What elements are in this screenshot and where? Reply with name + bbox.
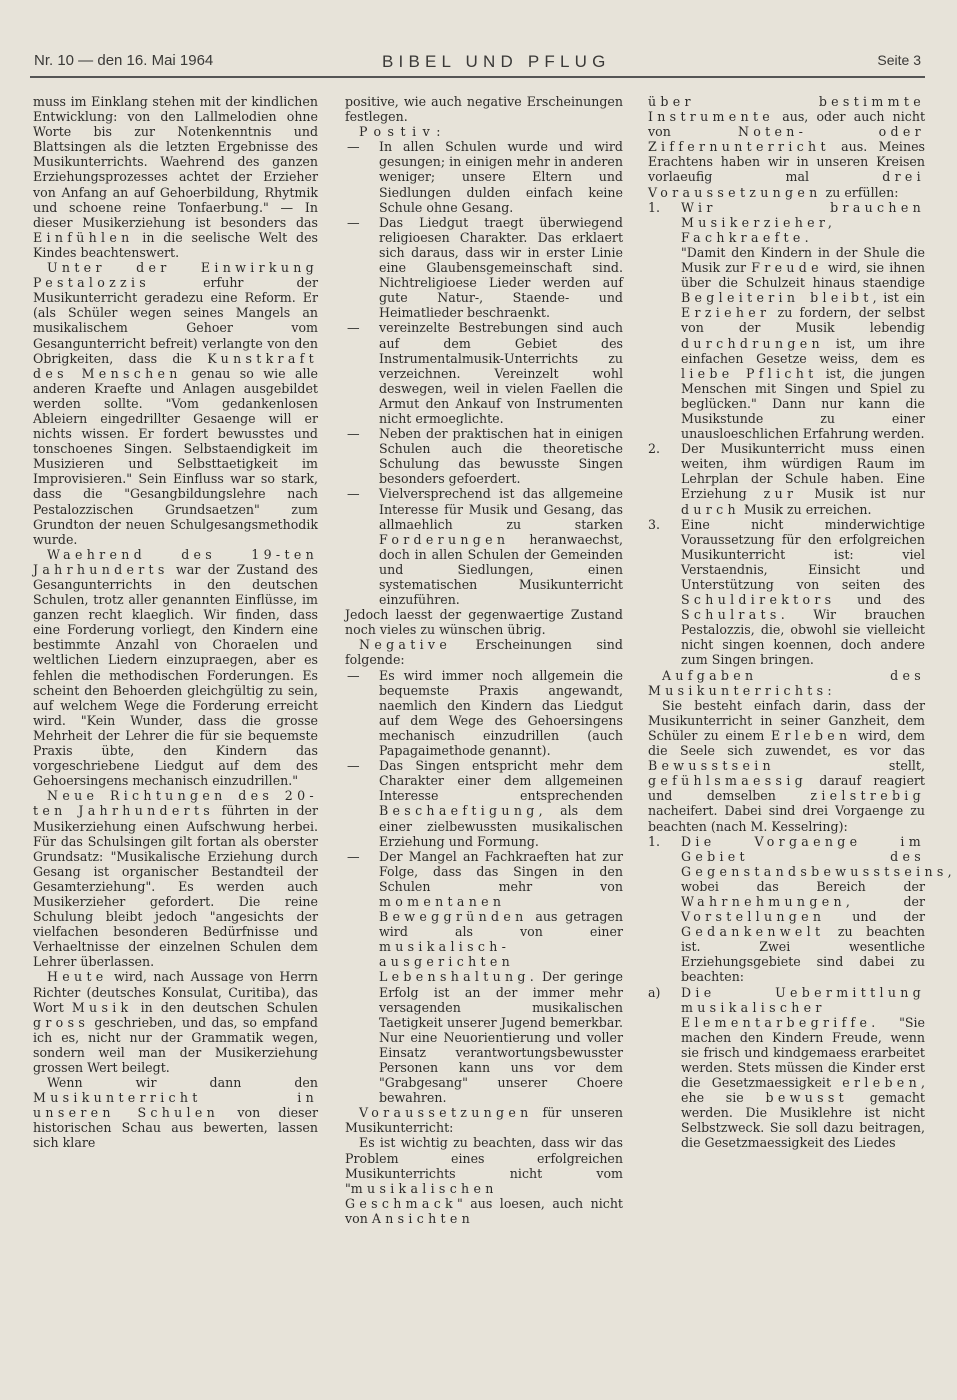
paragraph: muss im Einklang stehen mit der kindlichen Entwicklung: von den Lallmelodien ohne Worte bis zur Notenkenntnis und Blattsingen als die letzten Ergebnisse des Musikunterrichts. Waehrend des ganzen Erziehungsprozesses achtet der Erzieher von Anfang an auf Gehoerbildung, Rhytmik und schoene reine Tonfaerbung." — In dieser Musikerziehung ist besonders das Einfühlen in die seelische Welt des Kindes beachtenswert. [33, 94, 318, 260]
requirements-list [648, 200, 925, 668]
column-2 [345, 94, 623, 1226]
list-item: a) Die Uebermittlung musikalischer Elementarbegriffe. "Sie machen den Kindern Freude, wenn sie frisch und kindgemaess erarbeitet werden. Stets müssen die Kinder erst die Gesetzmaessigkeit erleben, ehe sie bewusst gemacht werden. Die Musiklehre ist nicht Selbstzweck. Sie soll dazu beitragen, die Gesetzmaessigkeit des Liedes [648, 984, 925, 1151]
paragraph: Waehrend des 19-ten Jahrhunderts war der Zustand des Gesangunterrichts in den deutschen Schulen, trotz aller genannten Einflüsse, im ganzen recht klaeglich. Wir finden, dass eine Forderung vorliegt, den Kindern eine bestimmte Anzahl von Choraelen und weltlichen Liedern einzupraegen, aber es fehlen die methodischen Forderungen. Es scheint den Behoerden gleichgültig zu sein, auf welchem Wege die Forderung erreicht wird. "Kein Wunder, dass die grosse Mehrheit der Lehrer die für sie bequemste Praxis übte, den Kindern das vorgeschriebene Liedgut auf dem des Gehoersingens mechanisch einzudrillen." [33, 546, 318, 789]
issue-date: Nr. 10 — den 16. Mai 1964 [34, 52, 214, 69]
section-label: Aufgaben des Musikunterrichts: [648, 667, 925, 698]
list-item: 1. Wir brauchen Musikerzieher, Fachkraefte. "Damit den Kindern in der Shule die Musik zur Freude wird, sie ihnen über die Schulzeit hinaus staendige Begleiterin bleibt, ist ein Erzieher zu fordern, der selbst von der Musik lebendig durchdrungen ist, um ihre einfachen Gesetze weiss, dem es liebe Pflicht ist, die jungen Menschen mit Singen und Spiel zu beglücken." Dann nur kann die Musikstunde zu einer unausloeschlichen Erfahrung werden. [648, 199, 926, 442]
page-number: Seite 3 [877, 52, 921, 68]
paragraph: positive, wie auch negative Erscheinungen festlegen. [345, 94, 623, 125]
list-item: — Vielversprechend ist das allgemeine Interesse für Musik und Gesang, das allmaehlich zu starken Forderungen heranwaechst, doch in allen Schulen der Gemeinden und Siedlungen, einen systematischen Musikunterricht einzuführen. [347, 486, 623, 608]
section-label: Negative Erscheinungen sind folgende: [345, 637, 623, 668]
list-item: 1. Die Vorgaenge im Gebiet des Gegenstandsbewusstseins, wobei das Bereich der Wahrnehmungen, der Vorstellungen und der Gedankenwelt zu beachten ist. Zwei wesentliche Erziehungsgebiete sind dabei zu beachten: [648, 833, 956, 985]
paragraph: Es ist wichtig zu beachten, dass wir das Problem eines erfolgreichen Musikunterrichts nicht vom "musikalischen Geschmack" aus loesen, auch nicht von Ansichten [345, 1135, 623, 1226]
section-label: Postiv: [359, 124, 447, 140]
list-item: — In allen Schulen wurde und wird gesungen; in einigen mehr in anderen weniger; unsere Eltern und Siedlungen dulden einfach keine Schule ohne Gesang. [347, 139, 623, 215]
list-item: — Das Singen entspricht mehr dem Charakter einer dem allgemeinen Interesse entsprechenden Beschaeftigung, als dem einer zielbewussten musikalischen Erziehung und Formung. [347, 758, 623, 849]
negative-list [345, 668, 623, 1106]
paragraph: Unter der Einwirkung Pestalozzis erfuhr der Musikunterricht geradezu eine Reform. Er (als Schüler wegen seines Mangels an musikalischem Gehoer vom Gesangunterricht befreit) verlangte von den Obrigkeiten, dass die Kunstkraft des Menschen genau so wie alle anderen Kraefte und Anlagen ausgebildet werden sollte. "Vom gedankenlosen Ableiern eingedrillter Gesaenge will er nichts wissen. Er fordert bewusstes und tonschoenes Singen. Selbstaendigkeit im Musizieren und Selbsttaetigkeit im Improvisieren." Sein Einfluss war so stark, dass die "Gesangbildungslehre nach Pestalozzischen Grundsaetzen" zum Grundton der neuen Schulgesangsmethodik wurde. [33, 260, 319, 547]
list-item: — Der Mangel an Fachkraeften hat zur Folge, dass das Singen in den Schulen mehr von momentanen Beweggründen aus getragen wird als von einer musikalisch-ausgerichten Lebenshaltung. Der geringe Erfolg ist an der immer mehr versagenden musikalischen Taetigkeit unserer Jugend bemerkbar. Nur eine Neuorientierung und voller Einsatz verantwortungsbewusster Personen kann uns vor dem "Grabgesang" unserer Choere bewahren. [347, 848, 623, 1106]
paragraph: Neue Richtungen des 20-ten Jahrhunderts führten in der Musikerziehung einen Aufschwung herbei. Für das Schulsingen gilt fortan als oberster Grundsatz: "Musikalische Erziehung durch Gesang ist organischer Bestandteil der Gesamterziehung". Es werden auch Musikerzieher gefordert. Die reine Schulung bleibt jedoch "angesichts der vielfachen besonderen Bedürfnisse und Verhaeltnisse der einzelnen Schulen dem Lehrer überlassen. [33, 788, 318, 970]
paragraph: Jedoch laesst der gegenwaertige Zustand noch vieles zu wünschen übrig. [345, 607, 623, 638]
column-1 [33, 94, 318, 1151]
list-item: — Neben der praktischen hat in einigen Schulen auch die theoretische Schulung das bewusste Singen besonders gefoerdert. [347, 426, 623, 487]
list-item: 3. Eine nicht minderwichtige Voraussetzung für den erfolgreichen Musikunterricht ist: viel Verstaendnis, Einsicht und Unterstützung von seiten des Schuldirektors und des Schulrats. Wir brauchen Pestalozzis, die, obwohl sie vielleicht nicht singen koennen, doch andere zum Singen bringen. [648, 516, 925, 668]
newspaper-title: BIBEL UND PFLUG [382, 52, 611, 71]
list-item: — Das Liedgut traegt überwiegend religioesen Charakter. Das erklaert sich daraus, dass wir in erster Linie eine Glaubensgemeinschaft sind. Nichtreligioese Lieder werden auf gute Natur-, Staende- und Heimatlieder beschraenkt. [347, 214, 623, 321]
list-item: — vereinzelte Bestrebungen sind auch auf dem Gebiet des Instrumentalmusik-Unterrichts zu verzeichnen. Vereinzelt wohl deswegen, weil in vielen Faellen die Armut den Ankauf von Instrumenten nicht ermoeglichte. [347, 320, 623, 426]
list-item: — Es wird immer noch allgemein die bequemste Praxis angewandt, naemlich den Kindern das Liedgut auf dem Wege des Gehoersingens mechanisch einzudrillen (auch Papagaimethode genannt). [347, 667, 623, 759]
paragraph: über bestimmte Instrumente aus, oder auch nicht von Noten- oder Ziffernunterricht aus. Meines Erachtens haben wir in unseren Kreisen vorlaeufig mal drei Voraussetzungen zu erfüllen: [648, 94, 925, 200]
paragraph: Wenn wir dann den Musikunterricht in unseren Schulen von dieser historischen Schau aus bewerten, lassen sich klare [33, 1075, 318, 1151]
paragraph: Voraussetzungen für unseren Musikunterricht: [345, 1105, 623, 1136]
list-item: 2. Der Musikunterricht muss einen weiten, ihm würdigen Raum im Lehrplan der Schule haben. Eine Erziehung zur Musik ist nur durch Musik zu erreichen. [648, 441, 925, 517]
header-rule [30, 76, 925, 78]
page-header [30, 50, 925, 80]
positive-list [345, 139, 623, 607]
paragraph: Sie besteht einfach darin, dass der Musikunterricht in seiner Ganzheit, dem Schüler zu einem Erleben wird, dem die Seele sich zuwendet, es vor das Bewusstsein stellt, gefühlsmaessig darauf reagiert und demselben zielstrebig nacheifert. Dabei sind drei Vorgaenge zu beachten (nach M. Kesselring): [648, 697, 925, 834]
processes-list [648, 833, 956, 1151]
column-3 [648, 94, 956, 1151]
paragraph: Heute wird, nach Aussage von Herrn Richter (deutsches Konsulat, Curitiba), das Wort Musik in den deutschen Schulen gross geschrieben, und das, so empfand ich es, nicht nur der Grammatik wegen, sondern weil man der Musikerziehung grossen Wert beilegt. [33, 969, 318, 1075]
